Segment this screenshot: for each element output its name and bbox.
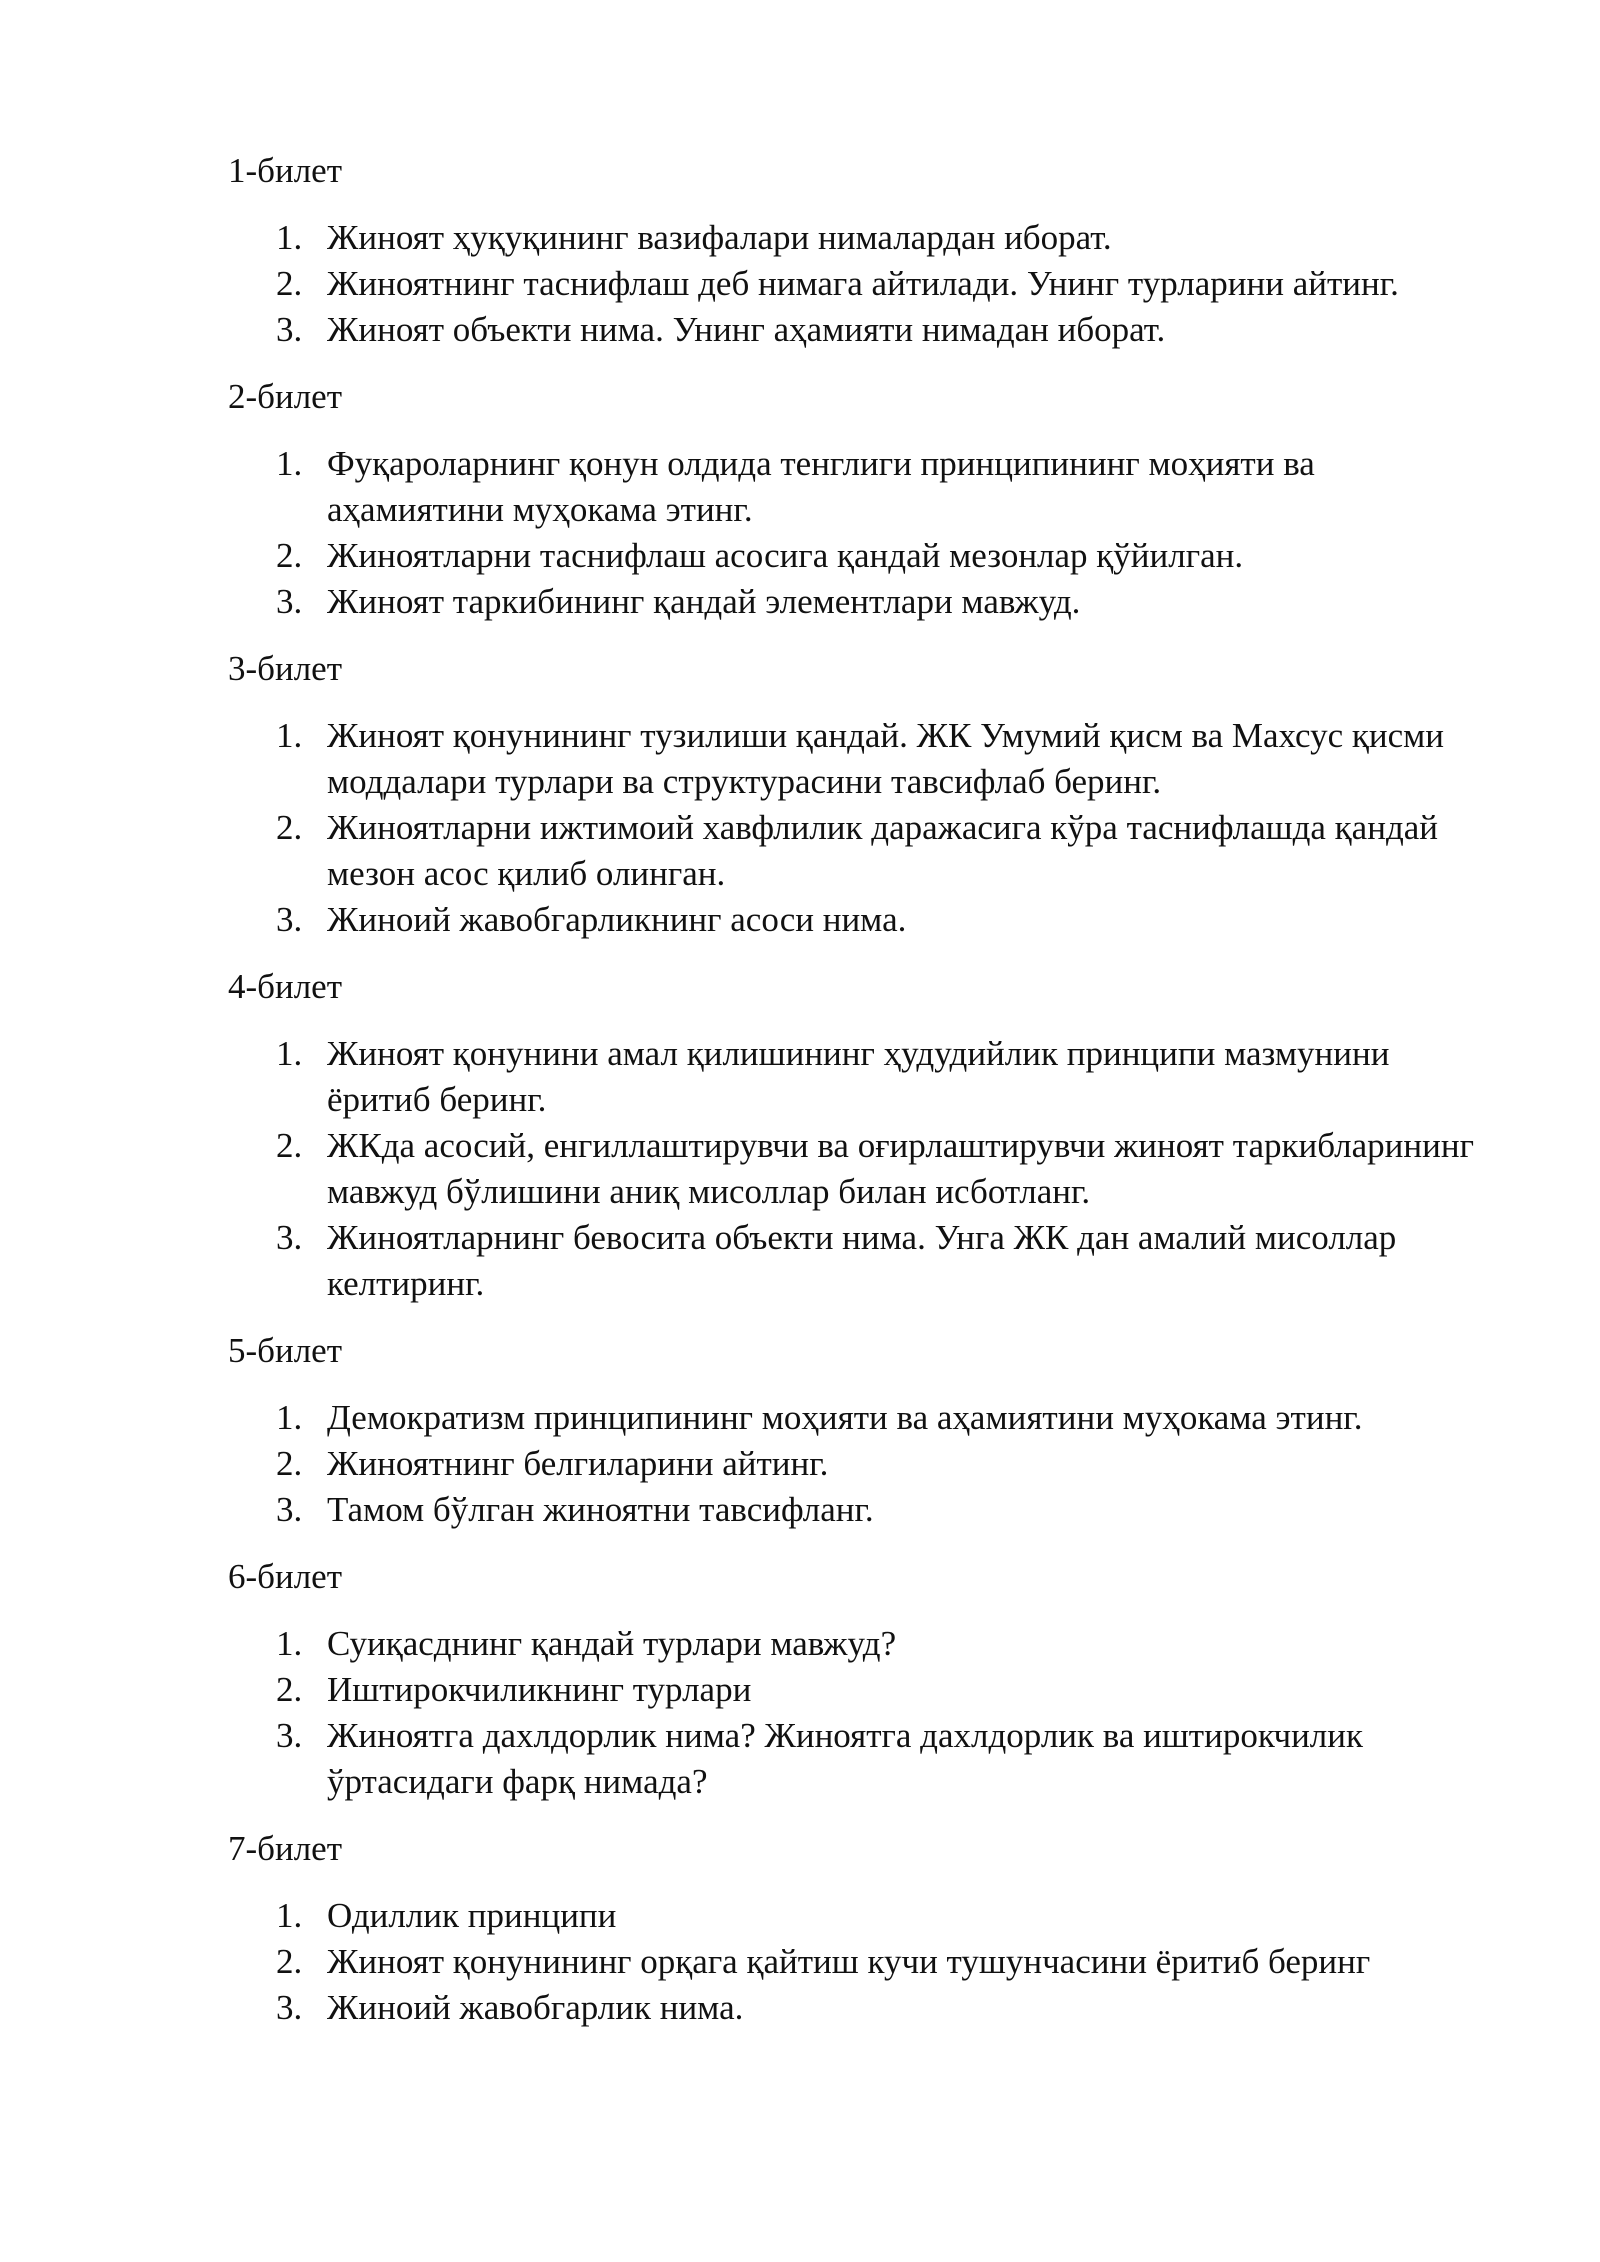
question-text: Жиноят қонунининг орқага қайтиш кучи тушунчасини ёритиб беринг [327,1942,1371,1981]
ticket-7 [228,1826,1528,2031]
question-item [228,1441,1482,1487]
question-number: 1. [276,444,303,483]
ticket-list [228,148,1528,2052]
question-number: 3. [276,900,303,939]
question-item [228,215,1482,261]
ticket-2 [228,374,1528,625]
question-text: Демократизм принципининг моҳияти ва аҳамиятини муҳокама этинг. [327,1398,1363,1437]
question-item [228,1621,1482,1667]
question-text: Жиноятнинг таснифлаш деб нимага айтилади. Унинг турларини айтинг. [327,264,1399,303]
question-item [228,307,1482,353]
question-item [228,533,1482,579]
question-list [228,215,1528,353]
question-item [228,713,1482,805]
question-number: 1. [276,1034,303,1073]
question-text: Жиноятларни ижтимоий хавфлилик даражасига кўра таснифлашда қандай мезон асос қилиб олинган. [327,808,1439,893]
question-number: 2. [276,1126,303,1165]
question-number: 3. [276,1716,303,1755]
question-number: 2. [276,264,303,303]
question-text: Жиноий жавобгарлик нима. [327,1988,744,2027]
question-number: 2. [276,1942,303,1981]
question-number: 3. [276,582,303,621]
question-list [228,1621,1528,1805]
question-item [228,261,1482,307]
ticket-1 [228,148,1528,353]
question-number: 1. [276,1624,303,1663]
question-list [228,1395,1528,1533]
question-number: 1. [276,1398,303,1437]
question-number: 3. [276,1218,303,1257]
question-text: Жиноятнинг белгиларини айтинг. [327,1444,829,1483]
question-item [228,1215,1482,1307]
question-item [228,805,1482,897]
question-text: Жиноятга дахлдорлик нима? Жиноятга дахлдорлик ва иштирокчилик ўртасидаги фарқ нимада? [327,1716,1364,1801]
question-text: Одиллик принципи [327,1896,617,1935]
question-item [228,1031,1482,1123]
ticket-title: 5-билет [228,1331,342,1370]
ticket-title: 1-билет [228,151,342,190]
question-text: Жиноят таркибининг қандай элементлари мавжуд. [327,582,1081,621]
question-number: 3. [276,1988,303,2027]
question-number: 2. [276,536,303,575]
question-item [228,1985,1482,2031]
ticket-title: 2-билет [228,377,342,416]
question-text: Тамом бўлган жиноятни тавсифланг. [327,1490,874,1529]
ticket-4 [228,964,1528,1307]
question-list [228,713,1528,943]
question-number: 3. [276,1490,303,1529]
question-text: Жиноят объекти нима. Унинг аҳамияти нимадан иборат. [327,310,1166,349]
ticket-title: 3-билет [228,649,342,688]
ticket-5 [228,1328,1528,1533]
question-text: Жиноятларнинг бевосита объекти нима. Унга ЖК дан амалий мисоллар келтиринг. [327,1218,1397,1303]
question-text: ЖКда асосий, енгиллаштирувчи ва оғирлаштирувчи жиноят таркибларининг мавжуд бўлишини аниқ мисоллар билан исботланг. [327,1126,1474,1211]
question-number: 1. [276,218,303,257]
question-text: Жиноят ҳуқуқининг вазифалари нималардан иборат. [327,218,1112,257]
question-item [228,1713,1482,1805]
question-item [228,1123,1482,1215]
ticket-title: 6-билет [228,1557,342,1596]
question-list [228,441,1528,625]
question-text: Жиноят қонунини амал қилишининг ҳудудийлик принципи мазмунини ёритиб беринг. [327,1034,1390,1119]
question-item [228,897,1482,943]
ticket-6 [228,1554,1528,1805]
question-list [228,1031,1528,1307]
question-text: Жиноят қонунининг тузилиши қандай. ЖК Умумий қисм ва Махсус қисми моддалари турлари ва структурасини тавсифлаб беринг. [327,716,1445,801]
question-number: 1. [276,716,303,755]
ticket-title: 7-билет [228,1829,342,1868]
question-item [228,1939,1482,1985]
question-item [228,1395,1482,1441]
question-text: Суиқасднинг қандай турлари мавжуд? [327,1624,897,1663]
question-number: 1. [276,1896,303,1935]
question-number: 2. [276,1444,303,1483]
question-number: 3. [276,310,303,349]
question-item [228,1667,1482,1713]
question-number: 2. [276,1670,303,1709]
question-list [228,1893,1528,2031]
question-text: Жиноятларни таснифлаш асосига қандай мезонлар қўйилган. [327,536,1244,575]
question-text: Жиноий жавобгарликнинг асоси нима. [327,900,907,939]
question-item [228,579,1482,625]
question-item [228,1893,1482,1939]
question-number: 2. [276,808,303,847]
ticket-title: 4-билет [228,967,342,1006]
ticket-3 [228,646,1528,943]
question-text: Иштирокчиликнинг турлари [327,1670,752,1709]
question-item [228,441,1482,533]
question-text: Фуқароларнинг қонун олдида тенглиги принципининг моҳияти ва аҳамиятини муҳокама этинг. [327,444,1315,529]
question-item [228,1487,1482,1533]
